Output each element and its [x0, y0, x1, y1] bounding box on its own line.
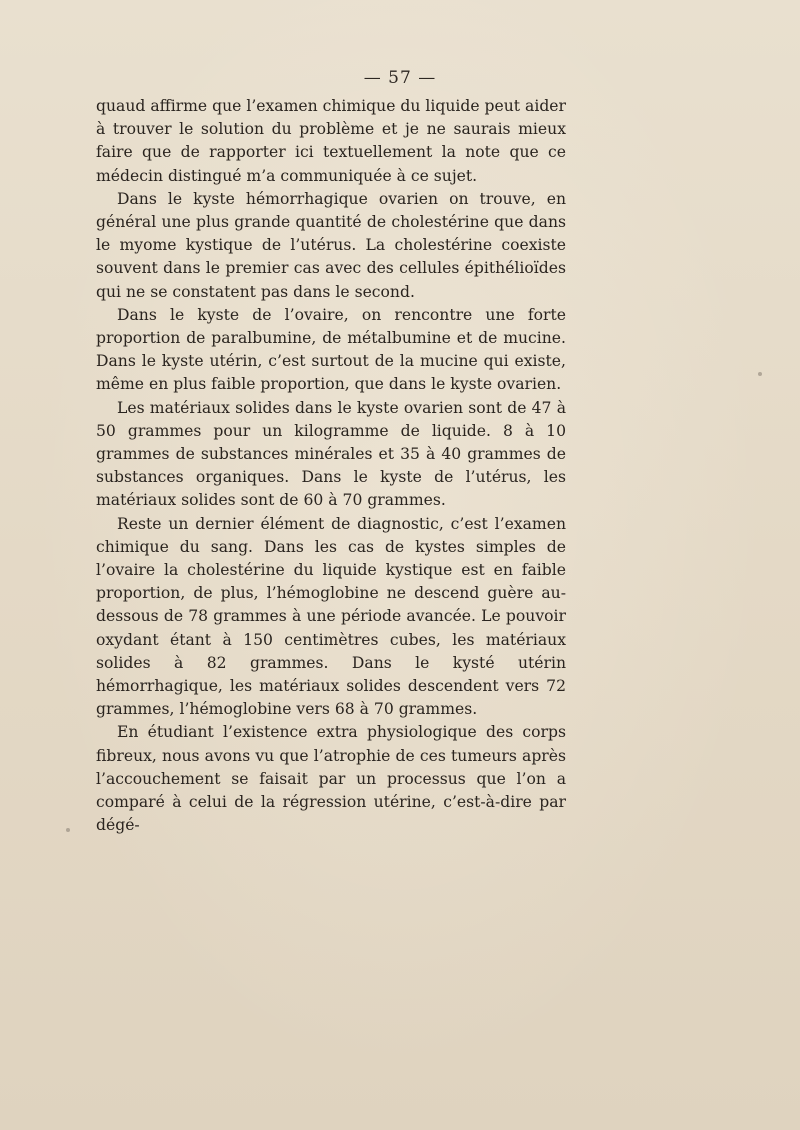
paragraph-3: Dans le kyste de l’ovaire, on rencontre une forte proportion de paralbumine, de métalbumine et de mucine. Dans le kyste utérin, c’est surtout de la mucine qui existe, même en plus faible proportion, que dans le kyste ovarien.: [96, 305, 566, 394]
paragraph-2: Dans le kyste hémorrhagique ovarien on trouve, en général une plus grande quantité de cholestérine que dans le myome kystique de l’utérus. La cholestérine coexiste souvent dans le premier cas avec des cellules épithélioïdes qui ne se constatent pas dans le second.: [96, 189, 566, 301]
paragraph-4: Les matériaux solides dans le kyste ovarien sont de 47 à 50 grammes pour un kilogramme de liquide. 8 à 10 grammes de substances minérales et 35 à 40 grammes de substances organiques. Dans le kyste de l’utérus, les matériaux solides sont de 60 à 70 grammes.: [96, 398, 566, 510]
paragraph-6: En étudiant l’existence extra physiologique des corps fibreux, nous avons vu que l’atrophie de ces tumeurs après l’accouchement se faisait par un processus que l’on a comparé à celui de la régression utérine, c’est-à-dire par dégé-: [96, 723, 566, 835]
paper-speck: [758, 372, 762, 376]
page-number: — 57 —: [363, 68, 437, 88]
paragraph-5: Reste un dernier élément de diagnostic, c’est l’examen chimique du sang. Dans les cas de kystes simples de l’ovaire la cholestérine du liquide kystique est en faible proportion, de plus, l’hémoglobine ne descend guère au-dessous de 78 grammes à une période avancée. Le pouvoir oxydant étant à 150 centimètres cubes, les matériaux solides à 82 grammes. Dans le kysté utérin hémorrhagique, les matériaux solides descendent vers 72 grammes, l’hémoglobine vers 68 à 70 grammes.: [96, 514, 566, 719]
body-text: [96, 95, 566, 838]
paragraph-1: quaud affirme que l’examen chimique du liquide peut aider à trouver le solution du problème et je ne saurais mieux faire que de rapporter ici textuellement la note que ce médecin distingué m’a communiquée à ce sujet.: [96, 97, 566, 185]
paper-speck: [66, 828, 70, 832]
